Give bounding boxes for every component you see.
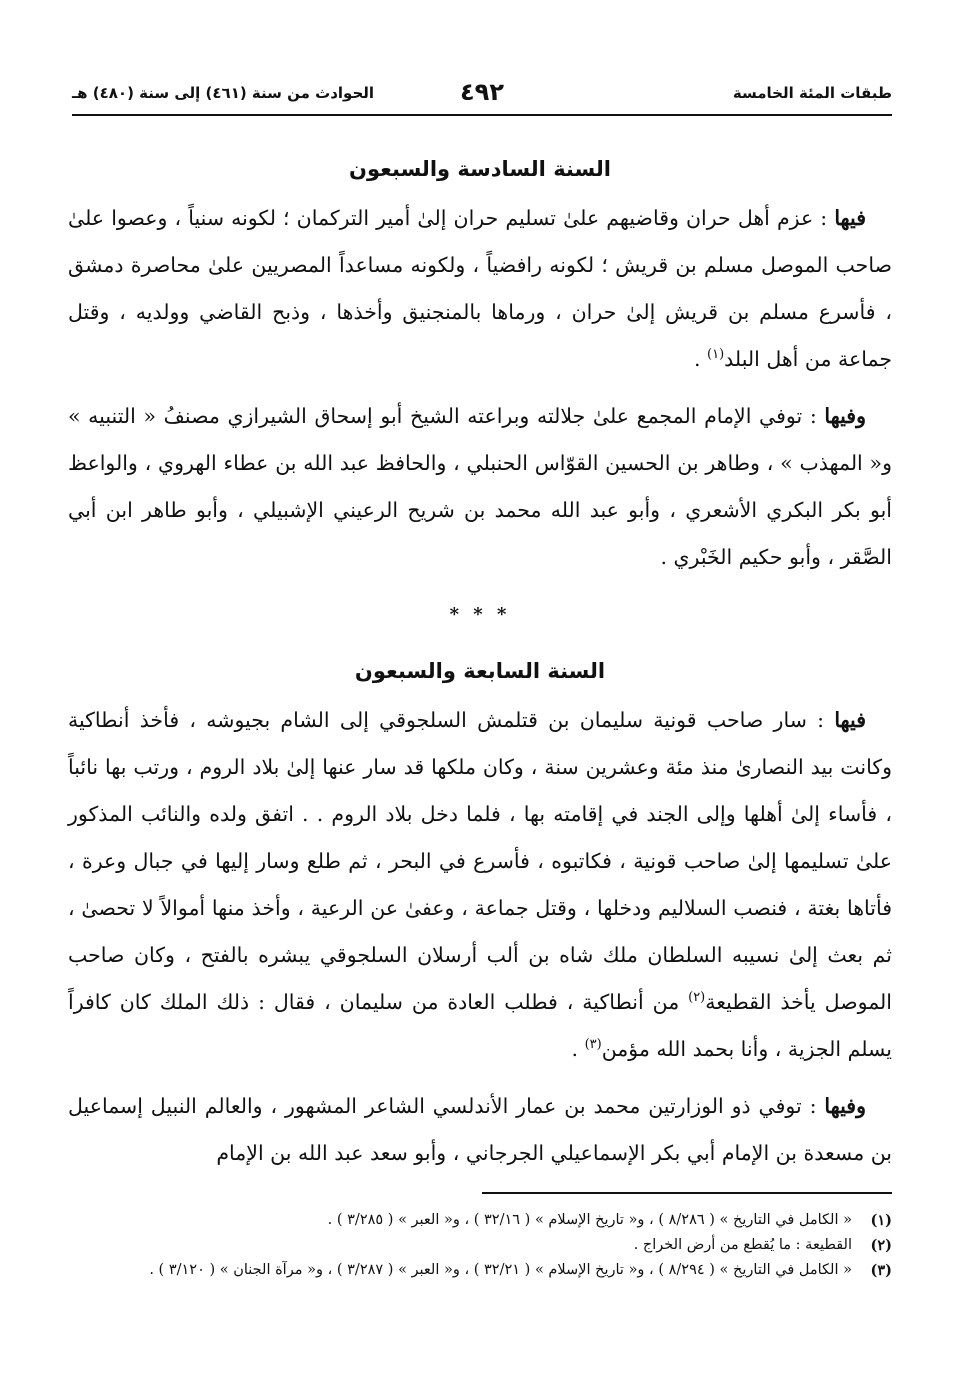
paragraph-77-deaths bbox=[68, 1083, 892, 1177]
footnote-item bbox=[72, 1258, 892, 1283]
paragraph-76-events bbox=[68, 195, 892, 383]
footnote-number: (١) bbox=[870, 1212, 892, 1229]
footnote-text: « الكامل في التاريخ » ( ٨/٢٨٦ ) ، و« تاريخ الإسلام » ( ٣٢/١٦ ) ، و« العبر » ( ٣/٢٨٥ ) . bbox=[327, 1212, 852, 1228]
paragraph-text: : عزم أهل حران وقاضيهم علىٰ تسليم حران إلىٰ أمير التركمان ؛ لكونه سنياً ، وعصوا علىٰ صاحب الموصل مسلم بن قريش ؛ لكونه رافضياً ، ولكونه مساعداً المصريين علىٰ محاصرة دمشق ، فأسرع مسلم بن قريش إلىٰ حران ، ورماها بالمنجنيق وأخذها ، وذبح القاضي وولديه ، وقتل جماعة من أهل البلد bbox=[68, 206, 892, 371]
footnote-item bbox=[72, 1208, 892, 1233]
paragraph-76-deaths bbox=[68, 393, 892, 581]
footnote-number: (٢) bbox=[870, 1237, 892, 1254]
footnote-number: (٣) bbox=[870, 1262, 892, 1279]
header-rule bbox=[72, 114, 892, 116]
section-title-76: السنة السادسة والسبعون bbox=[349, 157, 611, 181]
running-header bbox=[72, 78, 892, 108]
paragraph-lead: وفيها bbox=[824, 404, 866, 428]
footnote-ref-3[interactable]: (٣) bbox=[584, 1037, 602, 1053]
paragraph-lead: فيها bbox=[834, 206, 866, 230]
paragraph-text: : سار صاحب قونية سليمان بن قتلمش السلجوقي إلى الشام بجيوشه ، فأخذ أنطاكية وكانت بيد النصارىٰ منذ مئة وعشرين سنة ، وكان ملكها قد سار عنها إلىٰ بلاد الروم ، ورتب بها نائباً ، فأساء إلىٰ أهلها وإلى الجند في إقامته بها ، فلما دخل بلاد الروم . . اتفق ولده والنائب المذكور علىٰ تسليمها إلىٰ صاحب قونية ، فكاتبوه ، فأسرع في البحر ، ثم طلع وسار إليها في جبال وعرة ، فأتاها بغتة ، فنصب السلاليم ودخلها ، وقتل جماعة ، وعفىٰ عن الرعية ، وأخذ منها أموالاً لا تحصىٰ ، ثم بعث إلىٰ نسيبه السلطان ملك شاه بن ألب أرسلان السلجوقي يبشره بالفتح ، وكان صاحب الموصل يأخذ القطيعة bbox=[68, 708, 892, 1014]
section-title-77: السنة السابعة والسبعون bbox=[354, 659, 606, 683]
paragraph-tail: . bbox=[571, 1037, 585, 1061]
main-text bbox=[68, 146, 892, 1187]
paragraph-text: : توفي الإمام المجمع علىٰ جلالته وبراعته الشيخ أبو إسحاق الشيرازي مصنفُ « التنبيه » و« المهذب » ، وطاهر بن الحسين القوّاس الحنبلي ، والحافظ عبد الله بن عطاء الهروي ، والواعظ أبو بكر البكري الأشعري ، وأبو عبد الله محمد بن شريح الرعيني الإشبيلي ، وأبو طاهر ابن أبي الصَّقر ، وأبو حكيم الخَبْري . bbox=[68, 404, 892, 569]
paragraph-lead: فيها bbox=[834, 708, 866, 732]
section-separator: * * * bbox=[449, 604, 511, 625]
footnote-ref-1[interactable]: (١) bbox=[707, 347, 725, 363]
footnote-rule bbox=[482, 1192, 892, 1194]
paragraph-lead: وفيها bbox=[824, 1094, 866, 1118]
footnote-text: « الكامل في التاريخ » ( ٨/٢٩٤ ) ، و« تاريخ الإسلام » ( ٣٢/٢١ ) ، و« العبر » ( ٣/٢٨٧ ) ، و« مرآة الجنان » ( ٣/١٢٠ ) . bbox=[149, 1262, 852, 1278]
chapter-title: الحوادث من سنة (٤٦١) إلى سنة (٤٨٠) هـ bbox=[72, 84, 375, 102]
book-title: طبقات المئة الخامسة bbox=[732, 84, 892, 102]
footnote-item bbox=[72, 1233, 892, 1258]
footnote-text: القطيعة : ما يُقطع من أرض الخراج . bbox=[633, 1237, 852, 1253]
paragraph-text: : توفي ذو الوزارتين محمد بن عمار الأندلسي الشاعر المشهور ، والعالم النبيل إسماعيل بن مسعدة بن الإمام أبي بكر الإسماعيلي الجرجاني ، وأبو سعد عبد الله بن الإمام bbox=[68, 1094, 892, 1165]
page-number: ٤٩٢ bbox=[460, 78, 504, 106]
paragraph-77-events bbox=[68, 697, 892, 1073]
paragraph-text-cont: من أنطاكية ، فطلب العادة من سليمان ، فقال : ذلك الملك كان كافراً يسلم الجزية ، وأنا بحمد الله مؤمن bbox=[68, 990, 892, 1061]
footnote-ref-2[interactable]: (٢) bbox=[688, 990, 706, 1006]
footnotes bbox=[72, 1208, 892, 1283]
paragraph-tail: . bbox=[693, 347, 708, 371]
